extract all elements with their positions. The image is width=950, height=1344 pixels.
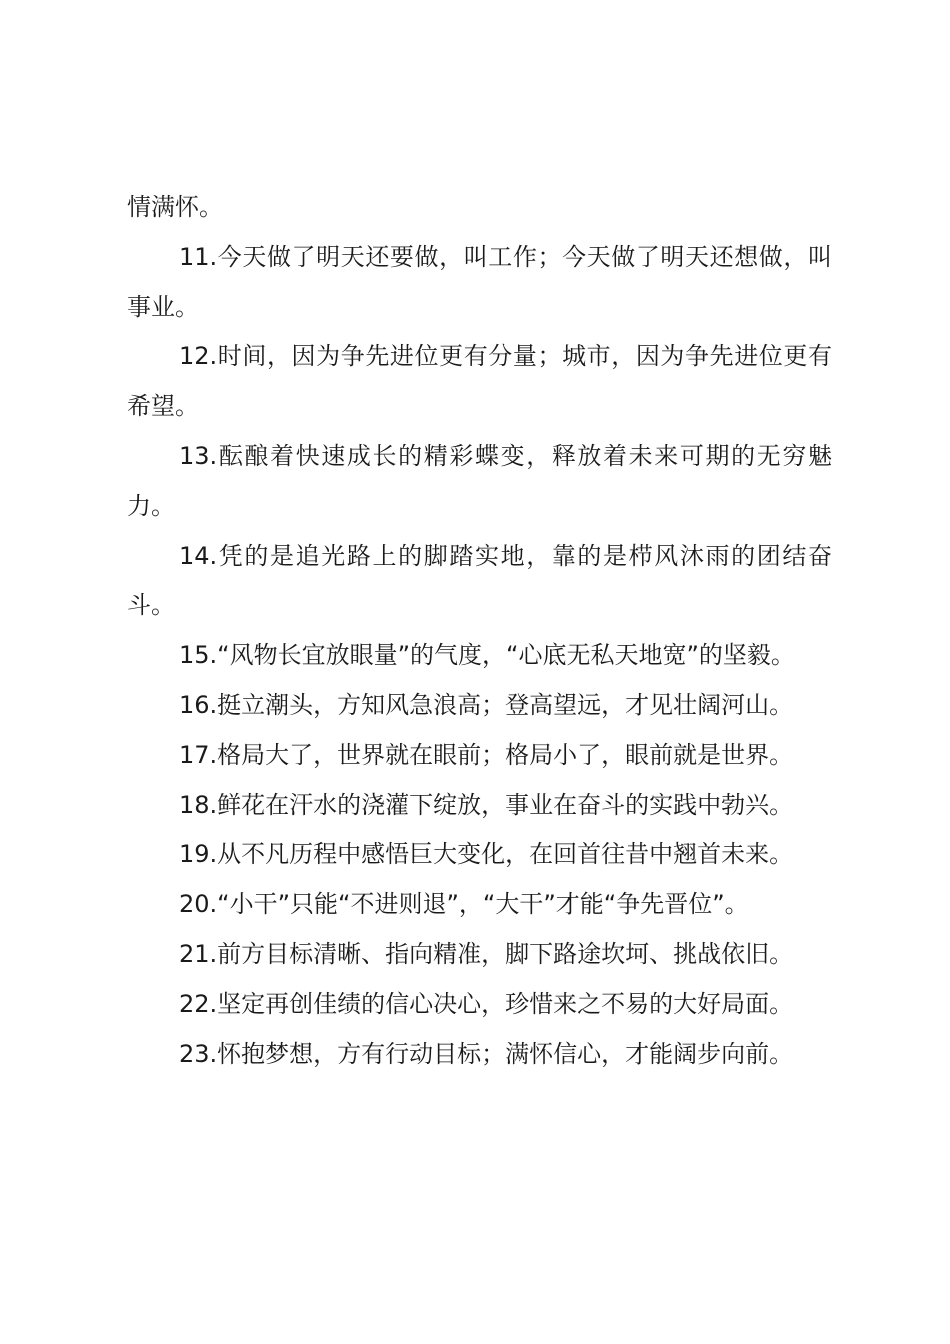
- paragraph-item-11: 11.今天做了明天还要做，叫工作；今天做了明天还想做，叫事业。: [127, 242, 832, 321]
- paragraph-item-21: 21.前方目标清晰、指向精准，脚下路途坎坷、挑战依旧。: [179, 939, 794, 968]
- paragraph-item-23: 23.怀抱梦想，方有行动目标；满怀信心，才能阔步向前。: [179, 1039, 794, 1068]
- paragraph-item-14: 14.凭的是追光路上的脚踏实地，靠的是栉风沐雨的团结奋斗。: [127, 541, 832, 620]
- paragraph-item-16: 16.挺立潮头，方知风急浪高；登高望远，才见壮阔河山。: [179, 690, 794, 719]
- paragraph-item-20: 20.“小干”只能“不进则退”，“大干”才能“争先晋位”。: [179, 890, 749, 919]
- paragraph-item-17: 17.格局大了，世界就在眼前；格局小了，眼前就是世界。: [179, 740, 794, 769]
- paragraph-item-12: 12.时间，因为争先进位更有分量；城市，因为争先进位更有希望。: [127, 342, 832, 421]
- paragraph-item-22: 22.坚定再创佳绩的信心决心，珍惜来之不易的大好局面。: [179, 989, 794, 1018]
- paragraph-item-13: 13.酝酿着快速成长的精彩蝶变，释放着未来可期的无穷魅力。: [127, 441, 832, 520]
- document-body: [127, 183, 832, 1079]
- paragraph-item-19: 19.从不凡历程中感悟巨大变化，在回首往昔中翘首未来。: [179, 840, 794, 869]
- paragraph-item-18: 18.鲜花在汗水的浇灌下绽放，事业在奋斗的实践中勃兴。: [179, 790, 794, 819]
- paragraph-item-15: 15.“风物长宜放眼量”的气度，“心底无私天地宽”的坚毅。: [179, 641, 795, 670]
- paragraph-continuation: 情满怀。: [127, 193, 223, 221]
